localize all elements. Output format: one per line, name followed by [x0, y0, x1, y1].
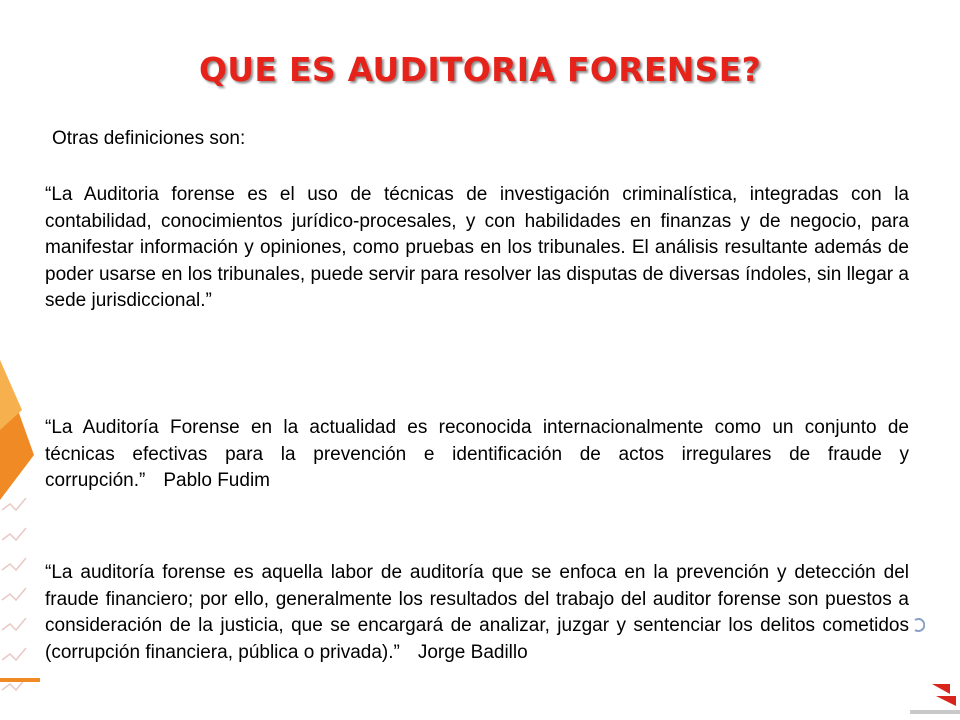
definition-paragraph-2: [45, 415, 909, 495]
logo-fragment-graphic: [910, 680, 960, 720]
decorative-corner-graphic: [0, 360, 42, 720]
intro-text: Otras definiciones son:: [52, 128, 246, 149]
quote-author: Pablo Fudim: [163, 470, 270, 491]
definition-paragraph-3: [45, 560, 909, 666]
definition-quote: “La Auditoría Forense en la actualidad es reconocida internacionalmente como un conjunto de técnicas efectivas para la prevención e identificación de actos irregulares de fraude y corrupción.”: [45, 417, 909, 491]
slide-title: QUE ES AUDITORIA FORENSE?: [198, 50, 762, 89]
definition-quote: “La Auditoria forense es el uso de técnicas de investigación criminalística, integradas con la contabilidad, conocimientos jurídico-procesales, y con habilidades en finanzas y de negocio, para manifestar información y opiniones, como pruebas en los tribunales. El análisis resultante además de poder usarse en los tribunales, puede servir para resolver las disputas de diversas índoles, sin llegar a sede jurisdiccional.”: [45, 184, 909, 311]
decorative-bullet-icon: [913, 618, 925, 632]
definition-quote: “La auditoría forense es aquella labor de auditoría que se enfoca en la prevención y detección del fraude financiero; por ello, generalmente los resultados del trabajo del auditor forense son puestos a consideración de la justicia, que se encargará de analizar, juzgar y sentenciar los delitos cometidos (corrupción financiera, pública o privada).”: [45, 562, 909, 663]
definition-paragraph-1: [45, 182, 909, 315]
quote-author: Jorge Badillo: [417, 641, 528, 663]
